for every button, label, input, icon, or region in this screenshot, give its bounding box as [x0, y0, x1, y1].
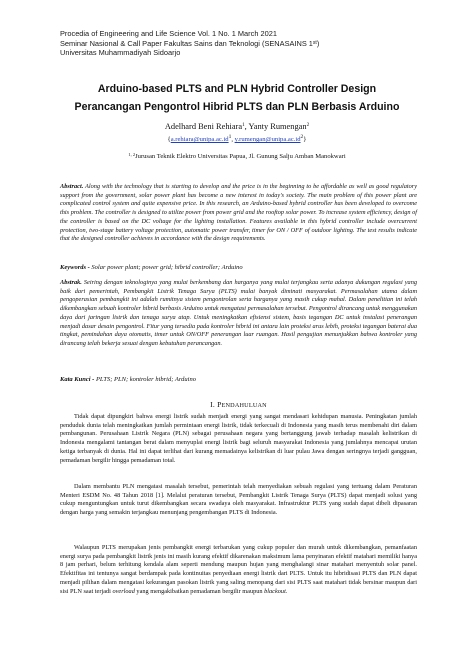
header-line-university: Universitas Muhammadiyah Sidoarjo [60, 48, 181, 58]
header-seminar-end: ) [316, 38, 320, 48]
body-paragraph-2 [60, 483, 417, 518]
body-paragraph-3-blackout: blackout [264, 587, 286, 595]
section-title-rest: ENDAHULUAN [221, 402, 267, 409]
email-separator: , [231, 136, 235, 144]
abstract-english [60, 183, 417, 244]
keywords-indonesian-text: PLTS; PLN; kontroler hibrid; Arduino [94, 376, 196, 383]
journal-header [60, 29, 440, 58]
header-seminar-sup: st [312, 39, 317, 46]
author-1: Adelhard Beni Rehiara [164, 122, 243, 131]
email-link-1[interactable]: a.rehiara@unipa.ac.id [170, 136, 229, 144]
keywords-english-label: Keywords - [60, 264, 90, 271]
email-line [40, 134, 434, 143]
author-separator: , [244, 122, 249, 131]
email-2-sup: 2 [300, 134, 304, 140]
body-paragraph-3-part-b: yang mengakibatkan pemadaman bergilir maupun [134, 587, 265, 595]
affiliation-text: Jurusan Teknik Elektro Universitas Papua, Jl. Gunung Salju Amban Manokwari [135, 153, 346, 160]
keywords-english-text: Solar power plant; power grid; hibrid controller; Arduino [89, 264, 243, 271]
body-paragraph-2-text: Dalam membantu PLN mengatasi masalah tersebut, pemerintah telah menyediakan sebuah regulasi yang tertuang dalam Peraturan Menteri ESDM No. 48 Tahun 2018 [1]. Melalui peraturan tersebut, Pembangkit Listrik Tenaga Surya (PLTS) dapat menjadi solusi yang cukup menguntungkan untuk turut dikembangkan secara swadaya oleh masyarakat. Infrastruktur PLTS yang sudah dapat dibeli dipasaran dengan harga yang semakin terjangkau menunjang pengembangan PLTS di Indonesia. [60, 483, 417, 517]
paper-title-indonesian: Perancangan Pengontrol Hibrid PLTS dan PLN Berbasis Arduino [74, 101, 400, 113]
body-paragraph-3 [60, 544, 417, 596]
abstract-indonesian [60, 279, 417, 349]
email-link-2[interactable]: y.rumengan@unipa.ac.id [234, 136, 301, 144]
affiliation-sup: 1, 2 [128, 152, 136, 157]
body-paragraph-3-overload: overload [112, 587, 135, 595]
body-paragraph-3-end: . [285, 587, 288, 595]
abstract-english-text: Along with the technology that is starting to develop and the price is in the beginning to be affordable as well as good regulatory support from the government, solar power plant has become a new interest in today's society. The main problem of this power plant are complicated control system and quite expensive price. In this research, an Arduino-based hybrid controller has been developed to overcome this problem. The controller is designed to utilize power from power grid and the rooftop solar power. To increase system efficiency, design of the controller is based on the DC voltage for the lighting installation. Features available in this hybrid controller include overcurrent protection, two-stage battery voltage protection, automatic power transfer, timer for ON / OFF of outdoor lighting. The test results indicate that the designed controller achieves in accordance with the design requirements. [60, 183, 417, 243]
body-paragraph-1 [60, 413, 417, 465]
body-paragraph-1-text: Tidak dapat dipungkiri bahwa energi listrik sudah menjadi energi yang sangat mendasari kehidupan manusia. Peningkatan jumlah penduduk dunia telah meningkatkan jumlah permintaan energi listrik, tidak terkecuali di Indonesia yang masih terus membenahi diri dalam pembangunan. Perusahaan Listrik Negara (PLN) sebagai perusahaan negara yang bertanggung jawab terhadap masalah kelistrikan di Indonesia mengalami tantangan berat dalam menyuplai energi listrik bagi seluruh masyarakat Indonesia yang jumlahnya mencapai urutan ketiga terbanyak di dunia. Hal ini dapat terlihat dari kurang memadainya kelistrikan di luar pulau Jawa dengan seringnya terjadi gangguan, pemadaman bergilir hingga pemadaman total. [60, 413, 417, 464]
abstract-indonesian-text: Seiring dengan teknologinya yang mulai berkembang dan harganya yang mulai terjangkau serta adanya dukungan regulasi yang baik dari pemerintah, Pembangkit Listrik Tenaga Surya (PLTS) mulai banyak diminati masyarakat. Permasalahan utama dalam pengoperasian pembangkit ini adalah rumitnya sistem pengontrolan serta harganya yang masih cukup mahal. Dalam penelitian ini telah dikembangkan sebuah kontroler hibrid berbasis Arduino untuk mengatasi permasalahan tersebut. Pengontrol dirancang untuk menggunakan daya dari jaringan listrik dan tenaga surya atap. Untuk meningkatkan efisiensi sistem, basis tegangan DC untuk instalasi penerangan menjadi dasar desain pengontrol. Fitur yang tersedia pada kontroler hibrid ini antara lain proteksi arus lebih, proteksi tegangan baterai dua tingkat, pemindahan daya otomatis, timer untuk ON/OFF penerangan luar ruangan. Hasil pengujian menunjukkan bahwa kontroler yang dirancang telah bekerja sesuai dengan kebutuhan perancangan. [60, 279, 417, 347]
abstract-english-label: Abstract. [60, 183, 84, 190]
author-2-sup: 2 [306, 122, 310, 128]
section-number: I. [210, 400, 218, 409]
section-title-first: P [217, 400, 222, 409]
abstract-indonesian-label: Abstrak. [60, 279, 82, 286]
header-line-seminar [60, 39, 440, 49]
keywords-english [60, 264, 417, 271]
email-open-brace: { [167, 136, 171, 144]
keywords-indonesian [60, 376, 417, 383]
author-2: Yanty Rumengan [248, 122, 307, 131]
email-1-sup: 1 [228, 134, 232, 140]
header-seminar-text: Seminar Nasional & Call Paper Fakultas Sains dan Teknologi (SENASAINS 1 [60, 38, 313, 48]
email-close-brace: } [303, 136, 307, 144]
paper-title-english: Arduino-based PLTS and PLN Hybrid Controller Design [97, 83, 377, 95]
affiliation [40, 152, 434, 160]
body-paragraph-3-text [60, 544, 417, 596]
author-1-sup: 1 [242, 122, 245, 128]
header-line-journal: Procedia of Engineering and Life Science Vol. 1 No. 1 March 2021 [60, 29, 277, 38]
keywords-indonesian-label: Kata Kunci - [60, 376, 95, 383]
section-heading-introduction [60, 400, 417, 409]
body-paragraph-3-part-a: Walaupun PLTS merupakan jenis pembangkit energi terbarukan yang cukup populer dan murah untuk dikembangkan, pemanfaatan energi surya pada pembangkit listrik jenis ini masih kurang efektif dikarenakan maksimum lama penyinaran efektif matahari memiliki hanya 8 jam perhari, belum terhitung kendala alam seperti mendung maupun hujan yang menghalangi sinar matahari menyentuh solar panel. Efektifitas ini tentunya sangat berdampak pada kontinuitas penyediaan energi listrik dari PLTS. Untuk itu hibridisasi PLTS dan PLN dapat menjadi pilihan dalam mengatasi kekurangan pasokan listrik yang saling menopang dari sisi PLTS saat matahari tidak bersinar maupun dari sisi PLN saat terjadi [60, 544, 417, 595]
author-line [40, 122, 434, 131]
